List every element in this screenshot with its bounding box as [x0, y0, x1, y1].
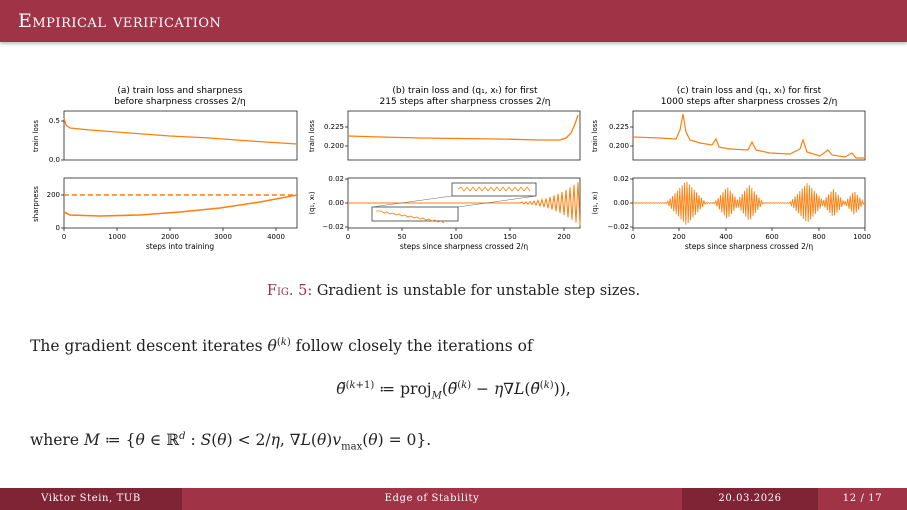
panel-a-bottom-tick-2: 0 — [55, 224, 60, 232]
figure-panels — [0, 80, 907, 260]
panel-c-bottom-ylabel: ⟨q₁, xₜ⟩ — [591, 191, 599, 215]
panel-b — [308, 86, 580, 251]
panel-b-top-tick-1: 0.225 — [323, 123, 344, 131]
slide-title-bar — [0, 0, 907, 42]
paragraph-manifold: where M ≔ {θ ∈ ℝ$^d$ : S(θ) < 2/η, $\nabla L(\theta)v_{max}(\theta) = 0$}. — [30, 431, 432, 453]
paragraph-iterates-end: follow closely the iterations of — [290, 337, 533, 356]
footer-author: Viktor Stein, TUB — [0, 488, 182, 510]
panel-b-top-tick-2: 0.200 — [323, 142, 344, 150]
panel-c-oscillation-line — [633, 182, 866, 225]
panel-c-top-ylabel: train loss — [591, 119, 599, 153]
footer — [0, 488, 907, 510]
panel-a-bottom-tick-1: 200 — [46, 191, 60, 199]
panel-a-top-tick-1: 0.5 — [48, 117, 60, 125]
slide-title: Empirical verification — [18, 10, 222, 32]
panel-c-xtick-1: 200 — [672, 233, 686, 241]
projection-equation: θ̃$^{(k+1)}$ ≔ proj$_M$(θ̃$^{(k)}$ − η∇L(θ̃$^{(k)}$)), — [336, 380, 571, 402]
panel-a-xtick-3: 3000 — [214, 233, 232, 241]
panel-b-bottom-tick-2: 0.00 — [328, 199, 344, 207]
panel-c-top-tick-1: 0.225 — [608, 123, 629, 131]
paragraph-manifold-end: . — [426, 431, 432, 450]
panel-a-loss-line — [64, 118, 297, 144]
figure-caption-text: Gradient is unstable for unstable step sizes. — [316, 283, 641, 299]
panel-c-loss-line — [633, 114, 865, 158]
panel-a-bottom-ylabel: sharpness — [32, 186, 40, 222]
panel-a-top-tick-2: 0.0 — [48, 156, 60, 164]
panel-a-bottom-axes — [64, 178, 297, 228]
panel-b-xlabel: steps since sharpness crossed 2/η — [399, 242, 529, 251]
panel-c-xticks — [631, 228, 871, 241]
figure-caption-label: Fig. 5: — [266, 283, 313, 299]
panel-a-xtick-0: 0 — [61, 233, 67, 241]
panel-b-bottom-ylabel: ⟨q₁, xₜ⟩ — [308, 191, 316, 215]
panel-a-xtick-4: 4000 — [267, 233, 285, 241]
panel-c-oscillation-bursts — [633, 182, 866, 225]
panel-b-inset-lower — [372, 207, 458, 221]
paragraph-iterates: The gradient descent iterates $\theta^{(k)}$ follow closely the iterations of — [30, 337, 533, 356]
paragraph-iterates-start: The gradient descent iterates — [30, 337, 268, 356]
panel-b-bottom-tick-1: 0.02 — [328, 175, 344, 183]
panel-b-xtick-2: 100 — [449, 233, 463, 241]
footer-talk-title: Edge of Stability — [182, 488, 682, 510]
panel-b-xtick-4: 200 — [557, 233, 571, 241]
panel-a-top-ylabel: train loss — [32, 119, 40, 153]
panel-b-bottom-tick-3: −0.02 — [322, 223, 344, 231]
panel-c-xtick-2: 400 — [719, 233, 733, 241]
panel-b-top-axes — [348, 111, 580, 160]
panel-a-title-1: (a) train loss and sharpness — [117, 86, 243, 96]
panel-a-xtick-1: 1000 — [108, 233, 126, 241]
panel-a-xtick-2: 2000 — [161, 233, 179, 241]
panel-c-xtick-3: 600 — [765, 233, 779, 241]
panel-c-xtick-0: 0 — [630, 233, 636, 241]
panel-a — [32, 86, 297, 251]
figure-caption — [0, 283, 907, 299]
panel-c-bottom-tick-2: 0.00 — [613, 199, 629, 207]
panel-c-bottom-tick-3: −0.02 — [607, 223, 629, 231]
panel-c-title-2: 1000 steps after sharpness crosses 2/η — [660, 97, 838, 107]
paragraph-manifold-start: where — [30, 431, 84, 450]
panel-a-xticks — [62, 228, 285, 241]
panel-c-bottom-tick-1: 0.02 — [613, 175, 629, 183]
panel-b-top-ylabel: train loss — [308, 119, 316, 153]
panel-b-xtick-3: 150 — [503, 233, 517, 241]
panel-b-xtick-0: 0 — [345, 233, 351, 241]
panel-c-xtick-4: 800 — [812, 233, 826, 241]
panel-c — [591, 86, 871, 251]
footer-page-number: 12 / 17 — [818, 488, 907, 510]
panel-b-title-1: (b) train loss and (q₁, xₜ) for first — [392, 86, 538, 96]
panel-b-inset-upper — [452, 183, 536, 196]
panel-a-top-axes — [64, 111, 297, 160]
panel-a-title-2: before sharpness crosses 2/η — [114, 97, 246, 107]
panel-a-sharpness-line — [64, 195, 297, 216]
panel-b-title-2: 215 steps after sharpness crosses 2/η — [379, 97, 551, 107]
panel-b-xticks — [346, 228, 571, 241]
footer-date: 20.03.2026 — [682, 488, 818, 510]
panel-b-loss-line — [348, 115, 578, 140]
panel-b-xtick-1: 50 — [397, 233, 407, 241]
panel-c-xlabel: steps since sharpness crossed 2/η — [684, 242, 814, 251]
panel-c-title-1: (c) train loss and (q₁, xₜ) for first — [676, 86, 822, 96]
panel-c-top-tick-2: 0.200 — [608, 142, 629, 150]
panel-c-xtick-5: 1000 — [853, 233, 871, 241]
panel-a-xlabel: steps into training — [145, 242, 215, 251]
